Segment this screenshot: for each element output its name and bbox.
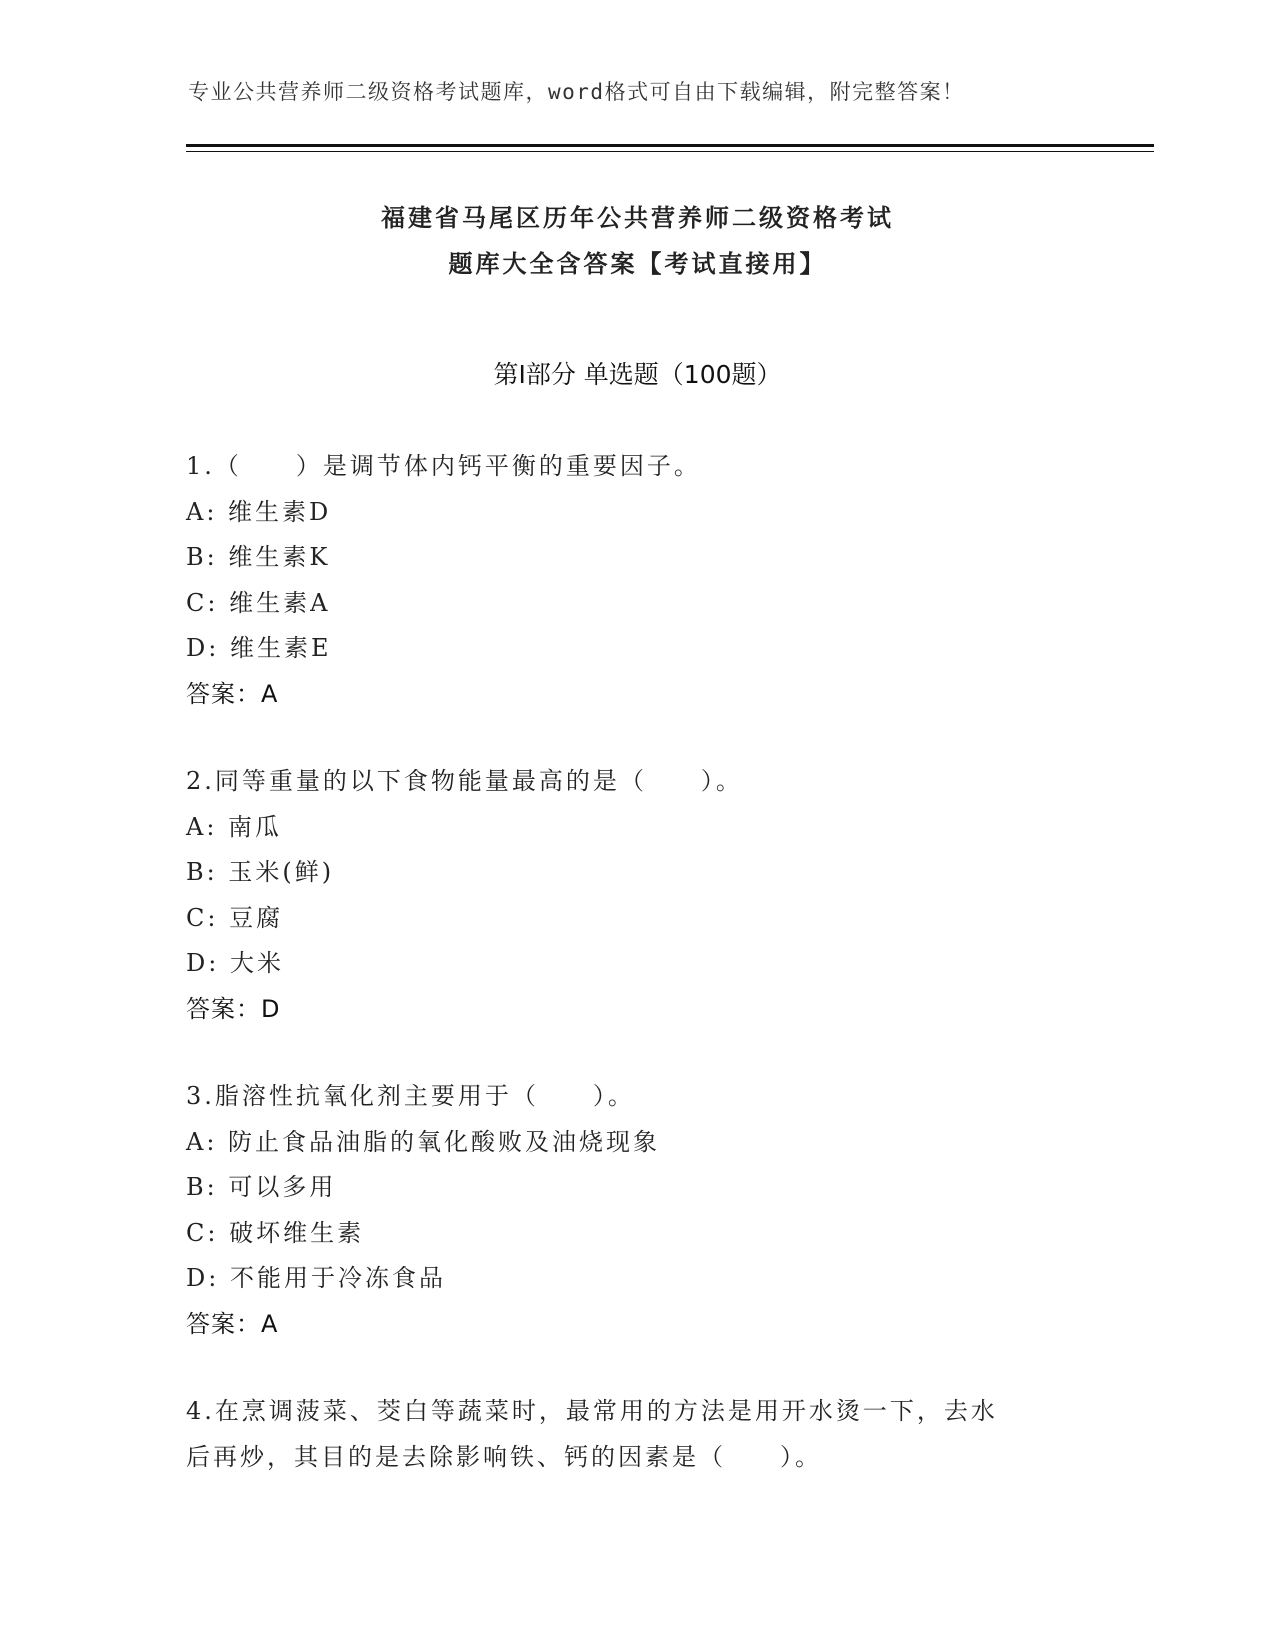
question-stem: 2.同等重量的以下食物能量最高的是（ ）。 — [186, 767, 743, 795]
question-list — [186, 444, 1086, 1522]
question-2 — [186, 759, 1086, 1032]
header-rule-thick — [186, 144, 1154, 147]
option-a: A: 南瓜 — [186, 812, 283, 841]
option-b: B: 可以多用 — [186, 1173, 337, 1201]
option-c: C: 破坏维生素 — [186, 1218, 365, 1247]
option-d: D: 大米 — [186, 949, 284, 977]
question-stem-line-1: 4.在烹调菠菜、茭白等蔬菜时，最常用的方法是用开水烫一下，去水 — [186, 1397, 998, 1425]
question-stem: 3.脂溶性抗氧化剂主要用于（ ）。 — [186, 1082, 635, 1110]
question-1 — [186, 444, 1086, 717]
option-a: A: 防止食品油脂的氧化酸败及油烧现象 — [186, 1127, 661, 1156]
option-b: B: 维生素K — [186, 543, 331, 571]
page-header: 专业公共营养师二级资格考试题库，word格式可自由下载编辑，附完整答案！ — [188, 80, 965, 104]
section-title: 第Ⅰ部分 单选题（100题） — [493, 360, 782, 389]
header-rule-thin — [186, 151, 1154, 152]
question-3 — [186, 1074, 1086, 1347]
option-a: A: 维生素D — [186, 497, 332, 526]
document-title-line-1: 福建省马尾区历年公共营养师二级资格考试 — [381, 204, 894, 232]
option-c: C: 豆腐 — [186, 903, 284, 932]
option-d: D: 维生素E — [186, 634, 332, 662]
option-d: D: 不能用于冷冻食品 — [186, 1264, 446, 1292]
question-stem-line-2: 后再炒，其目的是去除影响铁、钙的因素是（ ）。 — [186, 1442, 822, 1471]
document-title-line-2: 题库大全含答案【考试直接用】 — [448, 249, 827, 278]
answer: 答案：A — [186, 1309, 279, 1338]
question-stem: 1.（ ）是调节体内钙平衡的重要因子。 — [186, 452, 701, 480]
option-c: C: 维生素A — [186, 588, 331, 617]
answer: 答案：D — [186, 994, 281, 1023]
question-4 — [186, 1389, 1086, 1480]
document-title — [150, 196, 1125, 287]
answer: 答案：A — [186, 679, 279, 708]
option-b: B: 玉米(鲜) — [186, 858, 335, 886]
